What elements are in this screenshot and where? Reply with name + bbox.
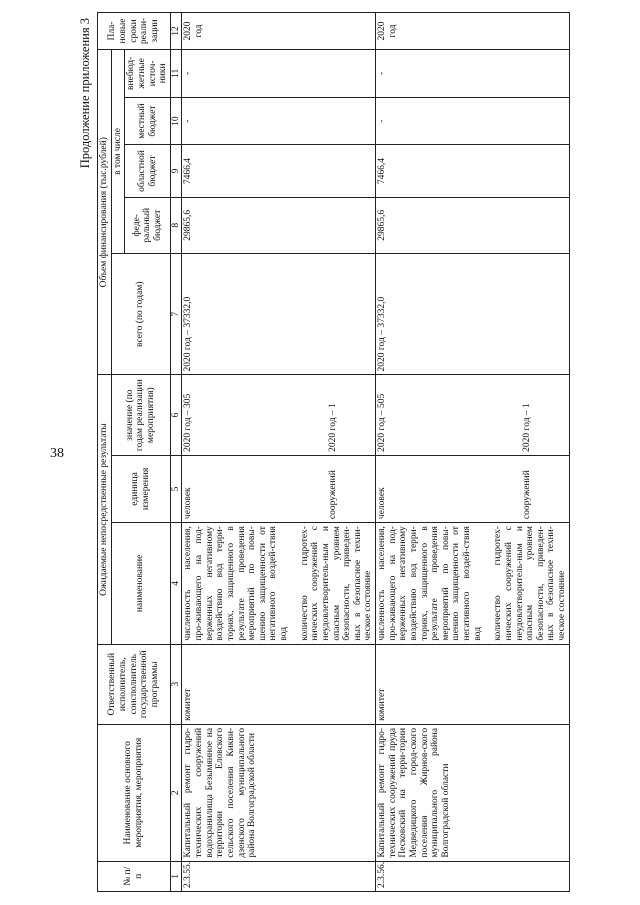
header-fin-federal: феде-ральный бюджет bbox=[125, 197, 171, 253]
col-number: 12 bbox=[170, 13, 182, 50]
result1-name: численность населения, про-живающего на под-верженных негативному воздействию вод терри-ториях, защищенного в результате проведения мероприятий по повы-шению защищенности от негативного воздей-ствия вод bbox=[183, 526, 289, 641]
continuation-caption: Продолжение приложения 3 bbox=[78, 18, 92, 169]
header-row-1 bbox=[98, 13, 112, 892]
header-num: № п/п bbox=[98, 861, 171, 891]
header-terms: Пла-новые сроки реали-зации bbox=[98, 13, 171, 50]
row-executor: комитет bbox=[182, 644, 376, 724]
header-res-unit: единица измерения bbox=[111, 455, 170, 522]
row-num: 2.3.55. bbox=[182, 861, 376, 891]
row-federal: 29865,6 bbox=[376, 197, 570, 253]
col-number: 1 bbox=[170, 861, 182, 891]
col-number: 3 bbox=[170, 644, 182, 724]
header-fin-incl: в том числе bbox=[111, 49, 125, 253]
row-offbudget: - bbox=[376, 49, 570, 97]
row-num: 2.3.56. bbox=[376, 861, 570, 891]
row-event: Капитальный ремонт гидро-технических сооружений водохранилища Безымянное на территории Еловского сельского поселения Кикви-дзенского муниципального района Волгоградской области bbox=[182, 724, 376, 861]
col-number: 9 bbox=[170, 145, 182, 197]
row-event: Капитальный ремонт гидро-технических сооружений пруда Песковский на терри-тории Медведицкого город-ского поселения Жирнов-ского муниципального района Волгоградской области bbox=[376, 724, 570, 861]
row-result-unit bbox=[182, 455, 376, 522]
row-federal: 29865,6 bbox=[182, 197, 376, 253]
result1-name: численность населения, про-живающего на под-верженных негативному воздействию вод терри-ториях, защищенного в результате проведения мероприятий по повы-шению защищенности от негативного воздей-ствия вод bbox=[377, 526, 483, 641]
row-result-name bbox=[182, 523, 376, 645]
row-result-name bbox=[376, 523, 570, 645]
header-event: Наименование основного мероприятия, мероприятия bbox=[98, 724, 171, 861]
col-number: 4 bbox=[170, 523, 182, 645]
header-res-value: значение (по годам реализации мероприятия) bbox=[111, 375, 170, 455]
header-res-name: наименование bbox=[111, 523, 170, 645]
header-results: Ожидаемые непосредственные результаты bbox=[98, 375, 112, 644]
header-fin-offbudget: внебюд-жетные источ-ники bbox=[125, 49, 171, 97]
result1-value: 2020 год – 305 bbox=[183, 393, 194, 452]
row-terms: 2020 год bbox=[182, 13, 376, 50]
row-total: 2020 год – 37332,0 bbox=[376, 253, 570, 375]
row-total: 2020 год – 37332,0 bbox=[182, 253, 376, 375]
col-number: 7 bbox=[170, 253, 182, 375]
row-terms: 2020 год bbox=[376, 13, 570, 50]
column-numbers-row bbox=[170, 13, 182, 892]
result2-name: количество гидротех-нических сооружений с неудовлетворитель-ным и опасным уровнем безопасности, приведен-ных в безопасное техни-ческое состояние bbox=[299, 526, 374, 641]
header-finance: Объем финансирования (тыс.рублей) bbox=[98, 49, 112, 375]
header-fin-total: всего (по годам) bbox=[111, 253, 170, 375]
col-number: 2 bbox=[170, 724, 182, 861]
result2-unit: сооружений bbox=[328, 470, 339, 520]
table-row bbox=[182, 13, 376, 892]
col-number: 5 bbox=[170, 455, 182, 522]
result2-value: 2020 год – 1 bbox=[522, 403, 532, 452]
row-regional: 7466,4 bbox=[376, 145, 570, 197]
program-table bbox=[97, 12, 570, 892]
table-row bbox=[376, 13, 570, 892]
result2-value: 2020 год – 1 bbox=[328, 403, 339, 452]
col-number: 10 bbox=[170, 97, 182, 145]
row-result-value bbox=[376, 375, 570, 455]
header-fin-regional: областной бюджет bbox=[125, 145, 171, 197]
row-local: - bbox=[376, 97, 570, 145]
header-executor: Ответственный исполнитель, соисполнитель государственной программы bbox=[98, 644, 171, 724]
result1-value: 2020 год – 505 bbox=[377, 393, 387, 452]
header-fin-local: местный бюджет bbox=[125, 97, 171, 145]
col-number: 11 bbox=[170, 49, 182, 97]
result1-unit: человек bbox=[377, 487, 387, 520]
col-number: 8 bbox=[170, 197, 182, 253]
row-result-value bbox=[182, 375, 376, 455]
row-regional: 7466,4 bbox=[182, 145, 376, 197]
result1-unit: человек bbox=[183, 487, 194, 520]
result2-name: количество гидротех-нических сооружений с неудовлетворитель-ным и опасным уровнем безопасности, приведен-ных в безопасное техни-ческое состояние bbox=[493, 526, 567, 641]
row-result-unit bbox=[376, 455, 570, 522]
page-number: 38 bbox=[50, 446, 64, 461]
result2-unit: сооружений bbox=[522, 470, 532, 520]
rotated-document bbox=[75, 12, 575, 892]
row-local: - bbox=[182, 97, 376, 145]
row-offbudget: - bbox=[182, 49, 376, 97]
row-executor: комитет bbox=[376, 644, 570, 724]
col-number: 6 bbox=[170, 375, 182, 455]
